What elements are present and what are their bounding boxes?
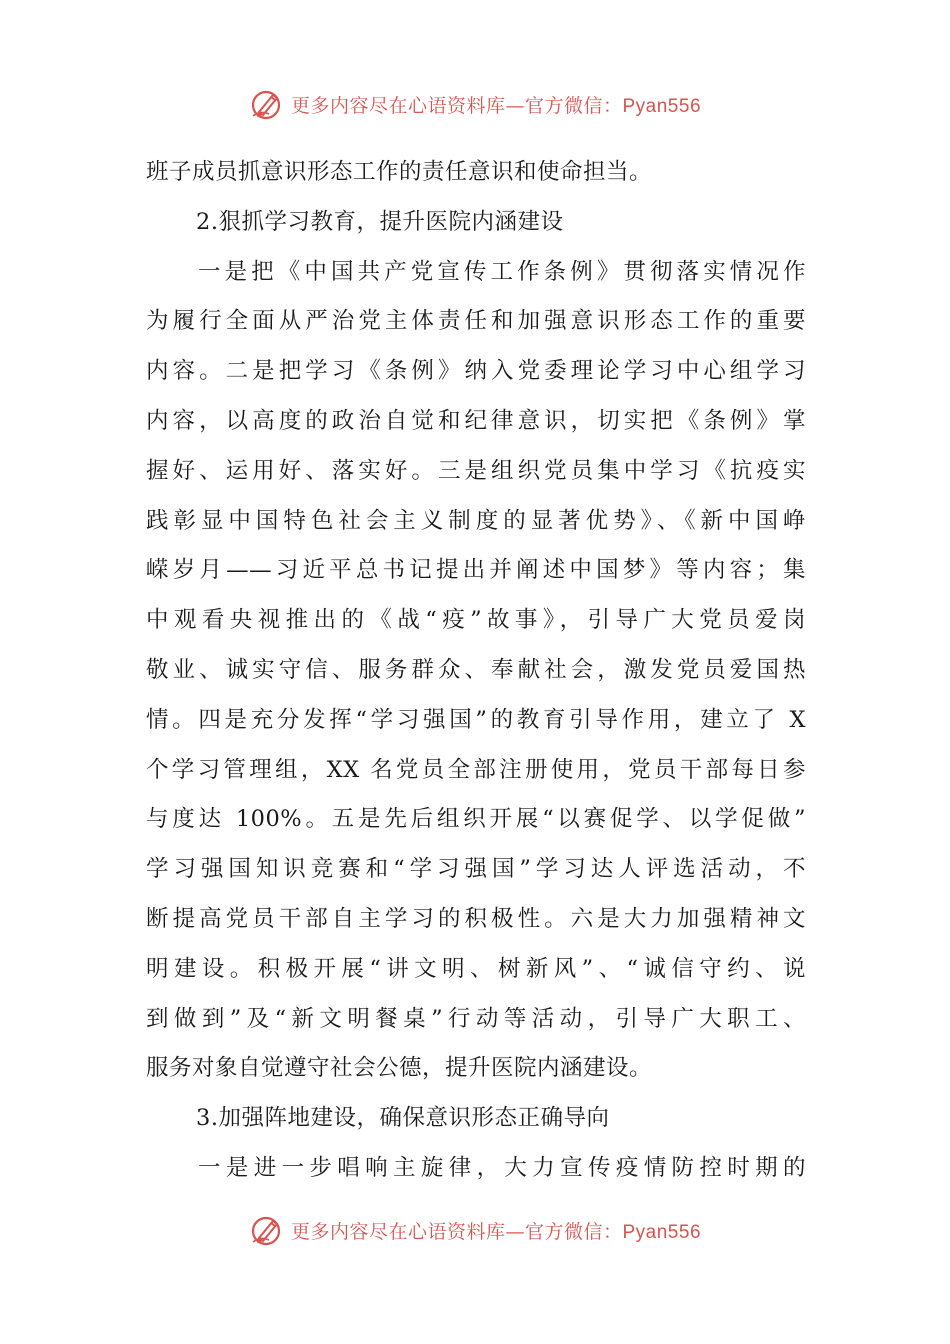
watermark-text: 更多内容尽在心语资料库—官方微信：Pyan556 — [290, 1220, 702, 1243]
paragraph-line: 内容。二是把学习《条例》纳入党委理论学习中心组学习 — [146, 358, 806, 385]
pen-logo-icon — [249, 1212, 285, 1248]
section-heading: 3.加强阵地建设，确保意识形态正确导向 — [196, 1105, 610, 1132]
watermark-text: 更多内容尽在心语资料库—官方微信：Pyan556 — [290, 94, 702, 117]
paragraph-line: 明建设。积极开展“讲文明、树新风”、“诚信守约、说 — [146, 955, 806, 982]
paragraph-line: 班子成员抓意识形态工作的责任意识和使命担当。 — [146, 159, 653, 185]
paragraph-line: 一是把《中国共产党宣传工作条例》贯彻落实情况作 — [198, 258, 806, 285]
section-heading: 2.狠抓学习教育，提升医院内涵建设 — [196, 208, 564, 235]
header-watermark — [0, 84, 950, 124]
paragraph-line: 断提高党员干部自主学习的积极性。六是大力加强精神文 — [146, 905, 806, 932]
paragraph-line: 一是进一步唱响主旋律，大力宣传疫情防控时期的 — [198, 1154, 806, 1181]
paragraph-line: 个学习管理组，XX 名党员全部注册使用，党员干部每日参 — [146, 756, 806, 783]
paragraph-line: 握好、运用好、落实好。三是组织党员集中学习《抗疫实 — [146, 457, 806, 484]
paragraph-line: 践彰显中国特色社会主义制度的显著优势》、《新中国峥 — [146, 507, 806, 534]
paragraph-line: 服务对象自觉遵守社会公德，提升医院内涵建设。 — [146, 1055, 653, 1082]
document-body — [146, 148, 806, 1194]
paragraph-line: 嵘岁月——习近平总书记提出并阐述中国梦》等内容；集 — [146, 557, 806, 584]
pen-logo-icon — [249, 86, 285, 122]
paragraph-line: 与度达 100%。五是先后组织开展“以赛促学、以学促做” — [146, 806, 806, 833]
paragraph-line: 敬业、诚实守信、服务群众、奉献社会，激发党员爱国热 — [146, 656, 806, 683]
paragraph-line: 情。四是充分发挥“学习强国”的教育引导作用，建立了 X — [146, 706, 806, 733]
paragraph-line: 为履行全面从严治党主体责任和加强意识形态工作的重要 — [146, 308, 806, 335]
footer-watermark — [0, 1210, 950, 1250]
paragraph-line: 到做到”及“新文明餐桌”行动等活动，引导广大职工、 — [146, 1005, 806, 1032]
paragraph-line: 中观看央视推出的《战“疫”故事》，引导广大党员爱岗 — [146, 607, 806, 634]
paragraph-line: 内容，以高度的政治自觉和纪律意识，切实把《条例》掌 — [146, 407, 806, 434]
paragraph-line: 学习强国知识竞赛和“学习强国”学习达人评选活动，不 — [146, 856, 806, 883]
